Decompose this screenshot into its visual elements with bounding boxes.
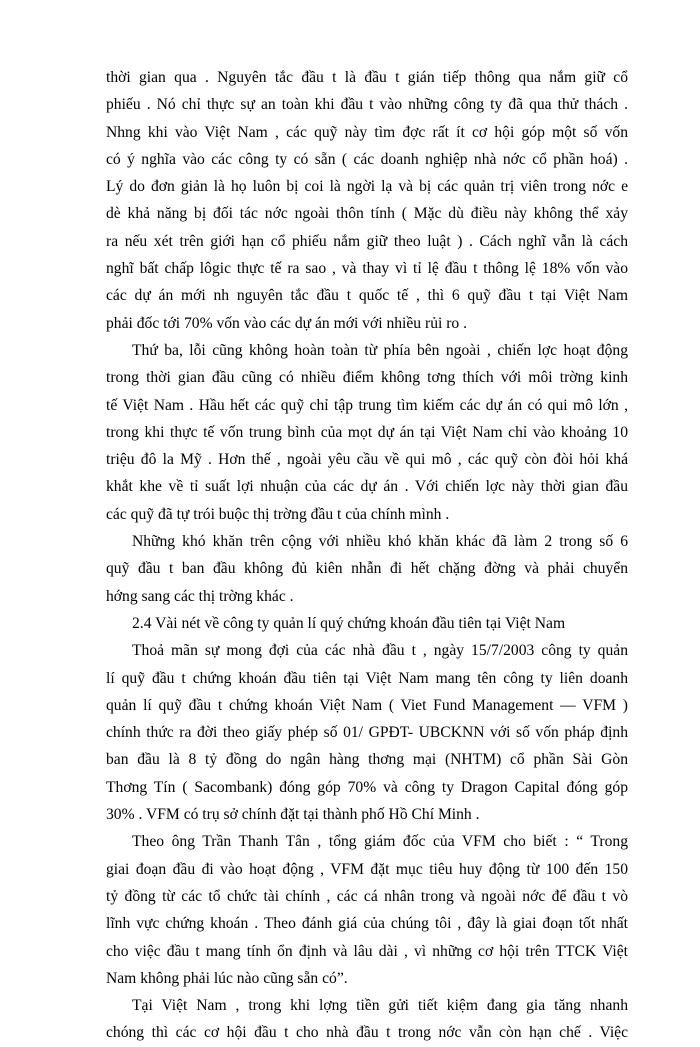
text-line: trong thời gian đầu cũng có nhiều điểm không tơng thích với môi trờng kinh: [106, 369, 628, 387]
text-line: phiếu . Nó chỉ thực sự an toàn khi đầu t vào những công ty đã qua thử thách .: [106, 96, 628, 114]
text-line: Thơng Tín ( Sacombank) đóng góp 70% và công ty Dragon Capital đóng góp: [106, 778, 628, 796]
text-line: các dự án mới nh nguyên tắc đầu t quốc tế , thì 6 quỹ đầu t tại Việt Nam: [106, 287, 628, 305]
text-line: tế Việt Nam . Hầu hết các quỹ chỉ tập trung tìm kiếm các dự án có qui mô lớn ,: [106, 396, 628, 414]
text-line: chóng thì các cơ hội đầu t cho nhà đầu t trong nớc vẫn còn hạn chế . Việc: [106, 1024, 628, 1042]
text-line: Nhng khi vào Việt Nam , các quỹ này tìm đợc rất ít cơ hội góp một số vốn: [106, 123, 628, 141]
text-line: ra nếu xét trên giới hạn cổ phiếu nắm giữ theo luật ) . Cách nghĩ vẫn là cách: [106, 232, 628, 250]
text-line: Lý do đơn giản là họ luôn bị coi là ngời lạ và bị các quản trị viên trong nớc e: [106, 178, 628, 196]
text-line: quỹ đầu t ban đầu không đủ kiên nhẫn đi hết chặng đờng và phải chuyển: [106, 560, 628, 578]
text-line: Thứ ba, lỗi cũng không hoàn toàn từ phía bên ngoài , chiến lợc hoạt động: [132, 341, 628, 359]
paragraph-5: [106, 828, 628, 992]
text-line: cho việc đầu t mang tính ổn định và lâu dài , vì những cơ hội trên TTCK Việt: [106, 942, 628, 960]
text-line: trong khi thực tế vốn trung bình của mọt dự án tại Việt Nam chỉ vào khoảng 10: [106, 423, 628, 441]
text-line: thời gian qua . Nguyên tắc đầu t là đầu t gián tiếp thông qua nắm giữ cổ: [106, 69, 628, 86]
text-line: nghĩ bất chấp lôgic thực tế ra sao , và thay vì tỉ lệ đầu t thông lệ 18% vốn vào: [106, 260, 628, 278]
document-page: [106, 64, 628, 1047]
text-line: chính thức ra đời theo giấy phép số 01/ GPĐT- UBCKNN với số vốn pháp định: [106, 724, 628, 742]
paragraph-3: [106, 528, 628, 610]
text-line: Tại Việt Nam , trong khi lợng tiền gửi tiết kiệm đang gia tăng nhanh: [132, 997, 628, 1015]
text-line: Những khó khăn trên cộng với nhiều khó khăn khác đã làm 2 trong số 6: [132, 533, 628, 551]
text-line: có ý nghĩa vào các công ty có sẵn ( các doanh nghiệp nhà nớc cổ phần hoá) .: [106, 150, 628, 168]
paragraph-6: [106, 992, 628, 1047]
text-line: triệu đô la Mỹ . Hơn thế , ngoài yêu cầu về qui mô , các quỹ còn đòi hỏi khá: [106, 451, 628, 469]
paragraph-4: [106, 637, 628, 828]
text-line: các quỹ đã tự trói buộc thị trờng đầu t của chính mình .: [106, 505, 450, 523]
text-line: ban đầu là 8 tỷ đồng do ngân hàng thơng mại (NHTM) cổ phần Sài Gòn: [106, 751, 628, 769]
section-heading: 2.4 Vài nét về công ty quản lí quý chứng khoán đầu tiên tại Việt Nam: [132, 614, 566, 632]
text-line: Thoả mãn sự mong đợi của các nhà đầu t , ngày 15/7/2003 công ty quản: [132, 642, 628, 660]
text-line: phải đốc tới 70% vốn vào các dự án mới với nhiều rủi ro .: [106, 314, 468, 332]
text-line: Theo ông Trần Thanh Tân , tổng giám đốc của VFM cho biết : “ Trong: [132, 833, 628, 851]
text-line: hớng sang các thị trờng khác .: [106, 587, 294, 605]
text-line: dè khả năng bị đối tác nớc ngoài thôn tính ( Mặc dù điều này không thể xảy: [106, 205, 628, 223]
text-line: 30% . VFM có trụ sở chính đặt tại thành phố Hồ Chí Minh .: [106, 806, 480, 824]
paragraph-1: [106, 64, 628, 337]
paragraph-2: [106, 337, 628, 528]
text-line: khắt khe về tỉ suất lợi nhuận của các dự án . Với chiến lợc này thời gian đầu: [106, 478, 628, 496]
text-line: giai đoạn đầu đi vào hoạt động , VFM đặt mục tiêu huy động từ 100 đến 150: [106, 860, 628, 878]
text-line: quản lí quỹ đầu t chứng khoán Việt Nam ( Viet Fund Management — VFM ): [106, 696, 628, 714]
text-line: lí quỹ đầu t chứng khoán đầu tiên tại Việt Nam mang tên công ty liên doanh: [106, 669, 628, 687]
text-line: tỷ đồng từ các tổ chức tài chính , các cá nhân trong và ngoài nớc để đầu t vò: [106, 887, 628, 905]
text-line: Nam không phải lúc nào cũng sẵn có”.: [106, 969, 348, 987]
text-line: lĩnh vực chứng khoán . Theo đánh giá của chúng tôi , đây là giai đoạn tốt nhất: [106, 915, 628, 933]
